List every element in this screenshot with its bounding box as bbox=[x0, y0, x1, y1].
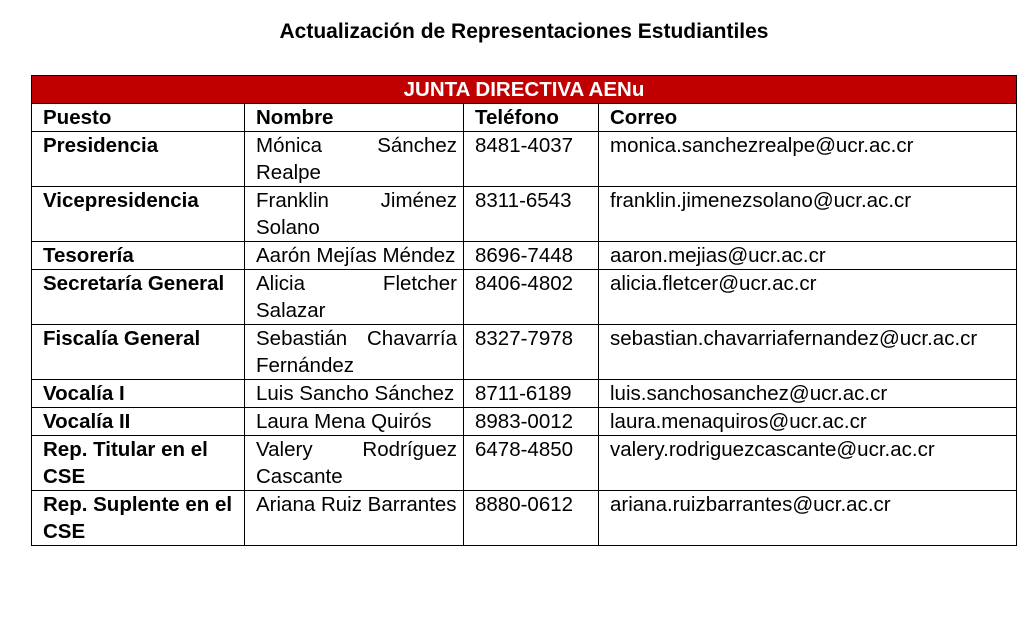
phone-cell: 8711-6189 bbox=[464, 380, 599, 408]
table-row bbox=[32, 242, 1017, 270]
position-cell: Vocalía I bbox=[32, 380, 245, 408]
position-cell: Presidencia bbox=[32, 132, 245, 187]
table-banner-row bbox=[32, 76, 1017, 104]
email-cell: laura.menaquiros@ucr.ac.cr bbox=[599, 408, 1017, 436]
email-cell: valery.rodriguezcascante@ucr.ac.cr bbox=[599, 436, 1017, 491]
table-row bbox=[32, 187, 1017, 242]
position-cell: Rep. Suplente en el CSE bbox=[32, 491, 245, 546]
phone-cell: 8481-4037 bbox=[464, 132, 599, 187]
table-header-row bbox=[32, 104, 1017, 132]
email-cell: monica.sanchezrealpe@ucr.ac.cr bbox=[599, 132, 1017, 187]
name-cell: Laura Mena Quirós bbox=[245, 408, 464, 436]
document-title: Actualización de Representaciones Estudiantiles bbox=[279, 20, 769, 43]
name-cell: Franklin Jiménez Solano bbox=[245, 187, 464, 242]
phone-cell: 8983-0012 bbox=[464, 408, 599, 436]
position-cell: Rep. Titular en el CSE bbox=[32, 436, 245, 491]
phone-cell: 6478-4850 bbox=[464, 436, 599, 491]
position-cell: Vocalía II bbox=[32, 408, 245, 436]
phone-cell: 8696-7448 bbox=[464, 242, 599, 270]
column-header-name: Nombre bbox=[245, 104, 464, 132]
email-cell: ariana.ruizbarrantes@ucr.ac.cr bbox=[599, 491, 1017, 546]
name-cell: Sebastián Chavarría Fernández bbox=[245, 325, 464, 380]
table-row bbox=[32, 380, 1017, 408]
email-cell: aaron.mejias@ucr.ac.cr bbox=[599, 242, 1017, 270]
position-cell: Fiscalía General bbox=[32, 325, 245, 380]
name-cell: Aarón Mejías Méndez bbox=[245, 242, 464, 270]
table-banner: JUNTA DIRECTIVA AENu bbox=[32, 76, 1017, 104]
email-cell: franklin.jimenezsolano@ucr.ac.cr bbox=[599, 187, 1017, 242]
name-cell: Alicia Fletcher Salazar bbox=[245, 270, 464, 325]
table-row bbox=[32, 408, 1017, 436]
column-header-email: Correo bbox=[599, 104, 1017, 132]
email-cell: sebastian.chavarriafernandez@ucr.ac.cr bbox=[599, 325, 1017, 380]
phone-cell: 8311-6543 bbox=[464, 187, 599, 242]
email-cell: alicia.fletcer@ucr.ac.cr bbox=[599, 270, 1017, 325]
table-row bbox=[32, 270, 1017, 325]
position-cell: Tesorería bbox=[32, 242, 245, 270]
table-row bbox=[32, 436, 1017, 491]
phone-cell: 8327-7978 bbox=[464, 325, 599, 380]
table-row bbox=[32, 491, 1017, 546]
table-row bbox=[32, 132, 1017, 187]
column-header-phone: Teléfono bbox=[464, 104, 599, 132]
column-header-position: Puesto bbox=[32, 104, 245, 132]
name-cell: Luis Sancho Sánchez bbox=[245, 380, 464, 408]
position-cell: Secretaría General bbox=[32, 270, 245, 325]
position-cell: Vicepresidencia bbox=[32, 187, 245, 242]
phone-cell: 8406-4802 bbox=[464, 270, 599, 325]
name-cell: Ariana Ruiz Barrantes bbox=[245, 491, 464, 546]
table-row bbox=[32, 325, 1017, 380]
name-cell: Valery Rodríguez Cascante bbox=[245, 436, 464, 491]
board-roster-table bbox=[31, 75, 1017, 546]
name-cell: Mónica Sánchez Realpe bbox=[245, 132, 464, 187]
email-cell: luis.sanchosanchez@ucr.ac.cr bbox=[599, 380, 1017, 408]
phone-cell: 8880-0612 bbox=[464, 491, 599, 546]
